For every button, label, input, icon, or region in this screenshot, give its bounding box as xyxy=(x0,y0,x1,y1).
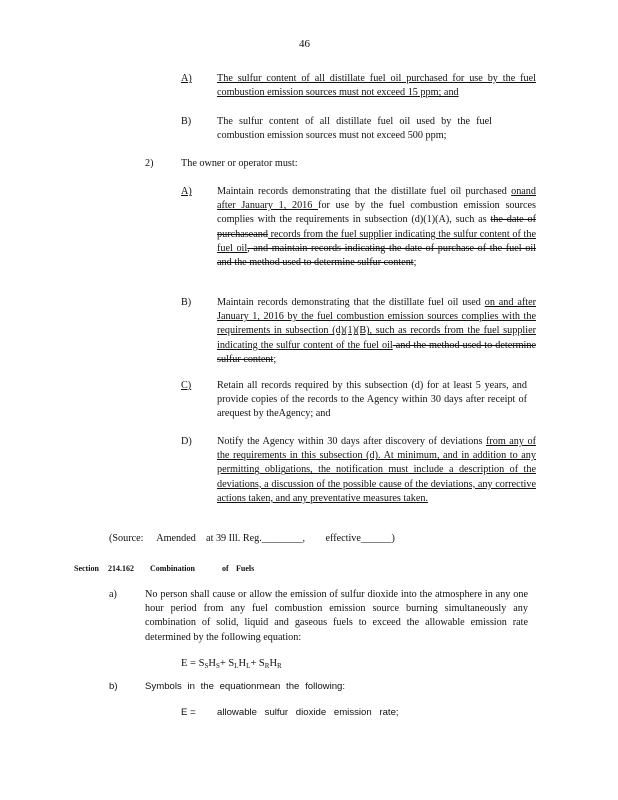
item-b2-seg4: ; xyxy=(273,353,277,365)
source-blank-2: ______) xyxy=(360,533,395,544)
source-amended: Amended xyxy=(156,533,196,544)
equation-sub-r: R xyxy=(264,662,270,670)
subsection-a-text: No person shall cause or allow the emission of sulfur dioxide into the atmosphere in any one hour period from any fuel combustion emission source burning simultaneously any combination of solid, liquid and gaseous fuels to exceed the allowable emission rate determined by the following equation: xyxy=(145,589,528,643)
equation-sub-h3: R xyxy=(277,662,282,670)
item-d2-text xyxy=(217,435,536,506)
item-a2-seg2: onand after January 1, 2016 xyxy=(217,186,536,212)
item-2-text: The owner or operator must: xyxy=(181,158,298,169)
equation-sub-h2: L xyxy=(246,662,251,670)
item-a1-text: The sulfur content of all distillate fuel oil purchased for use by the fuel combustion emission sources must not exceed 15 ppm; and xyxy=(217,73,536,99)
item-b2-label: B) xyxy=(181,297,192,308)
item-b2-seg3: and the method used to determine sulfur content xyxy=(217,339,536,365)
item-a2-seg9: ; xyxy=(413,257,417,269)
section-title-fuels: Fuels xyxy=(236,564,255,573)
item-b1-text: The sulfur content of all distillate fuel oil used by the fuel combustion emission sources must not exceed 500 ppm; xyxy=(217,116,492,142)
source-blank-1: ________, xyxy=(261,533,306,544)
equation-lhs: E = S xyxy=(181,658,205,669)
item-a2-seg5: records from the fuel supplier indicating the sulfur content of the fuel oil xyxy=(217,228,536,254)
page-number: 46 xyxy=(299,38,310,50)
item-a2-seg6: , and maintain records indicating the date of purchase of the fuel oil xyxy=(247,242,536,254)
source-effective: effective xyxy=(325,533,361,544)
equation-plus-1: + S xyxy=(219,658,235,669)
equation-sub-h1: S xyxy=(215,662,220,670)
section-label: Section xyxy=(74,564,99,573)
item-c2-text: Retain all records required by this subsection (d) for at least 5 years, and provide copies of the records to the Agency within 30 days after receipt of arequest by theAgency; and xyxy=(217,380,527,420)
source-line xyxy=(109,532,395,546)
equation-sub-l: L xyxy=(234,662,239,670)
equation-h3: H xyxy=(269,658,278,669)
item-d2-label: D) xyxy=(181,436,192,447)
item-a2-seg8: and the method used to determine sulfur content xyxy=(217,257,414,269)
item-a2-label: A) xyxy=(181,186,192,197)
section-title-of: of xyxy=(222,564,229,573)
item-c2-label: C) xyxy=(181,380,192,391)
item-a2-text xyxy=(217,185,536,270)
item-b2-seg1: Maintain records demonstrating that the distillate fuel oil used xyxy=(217,297,485,308)
item-d2-seg2: from any of the requirements in this subsection (d). At minimum, and in addition to any permitting obligations, the notification must include a description of the deviations, a discussion of the possible cause of the deviations, any corrective actions taken, and any preventative measures taken. xyxy=(217,436,537,504)
equation-h1: H xyxy=(208,658,216,669)
equation xyxy=(181,657,282,673)
item-b2-seg2: on and after January 1, 2016 by the fuel combustion emission sources complies with the requirements in subsection (d)(1)(B), such as records from the fuel supplier indicating the sulfur content of the fuel oil xyxy=(217,297,536,351)
item-d2-seg1: Notify the Agency within 30 days after discovery of deviations xyxy=(217,436,486,447)
definition-e-text: allowable sulfur dioxide emission rate; xyxy=(217,707,399,718)
item-b2-text xyxy=(217,296,536,367)
equation-plus-2: + S xyxy=(250,658,265,669)
item-a1-label: A) xyxy=(181,73,192,84)
subsection-a-label: a) xyxy=(109,589,117,600)
item-a2-seg4: the date of purchaseand xyxy=(217,214,536,240)
item-b1-label: B) xyxy=(181,116,192,127)
source-register: at 39 Ill. Reg. xyxy=(206,533,262,544)
item-a2-seg3: for use by the fuel combustion emission sources complies with the requirements in subsection (d)(1)(A), such as xyxy=(217,200,536,226)
source-prefix: (Source: xyxy=(109,533,144,544)
section-number: 214.162 xyxy=(108,564,134,573)
subsection-b-label: b) xyxy=(109,681,118,692)
equation-sub-s: S xyxy=(204,662,209,670)
section-title-combination: Combination xyxy=(150,564,195,573)
definition-symbol-e: E = xyxy=(181,707,196,718)
subsection-b-text: Symbols in the equationmean the following: xyxy=(145,681,346,692)
item-a2-seg1: Maintain records demonstrating that the distillate fuel oil purchased xyxy=(217,186,512,197)
item-2-label: 2) xyxy=(145,158,154,169)
equation-h2: H xyxy=(238,658,247,669)
